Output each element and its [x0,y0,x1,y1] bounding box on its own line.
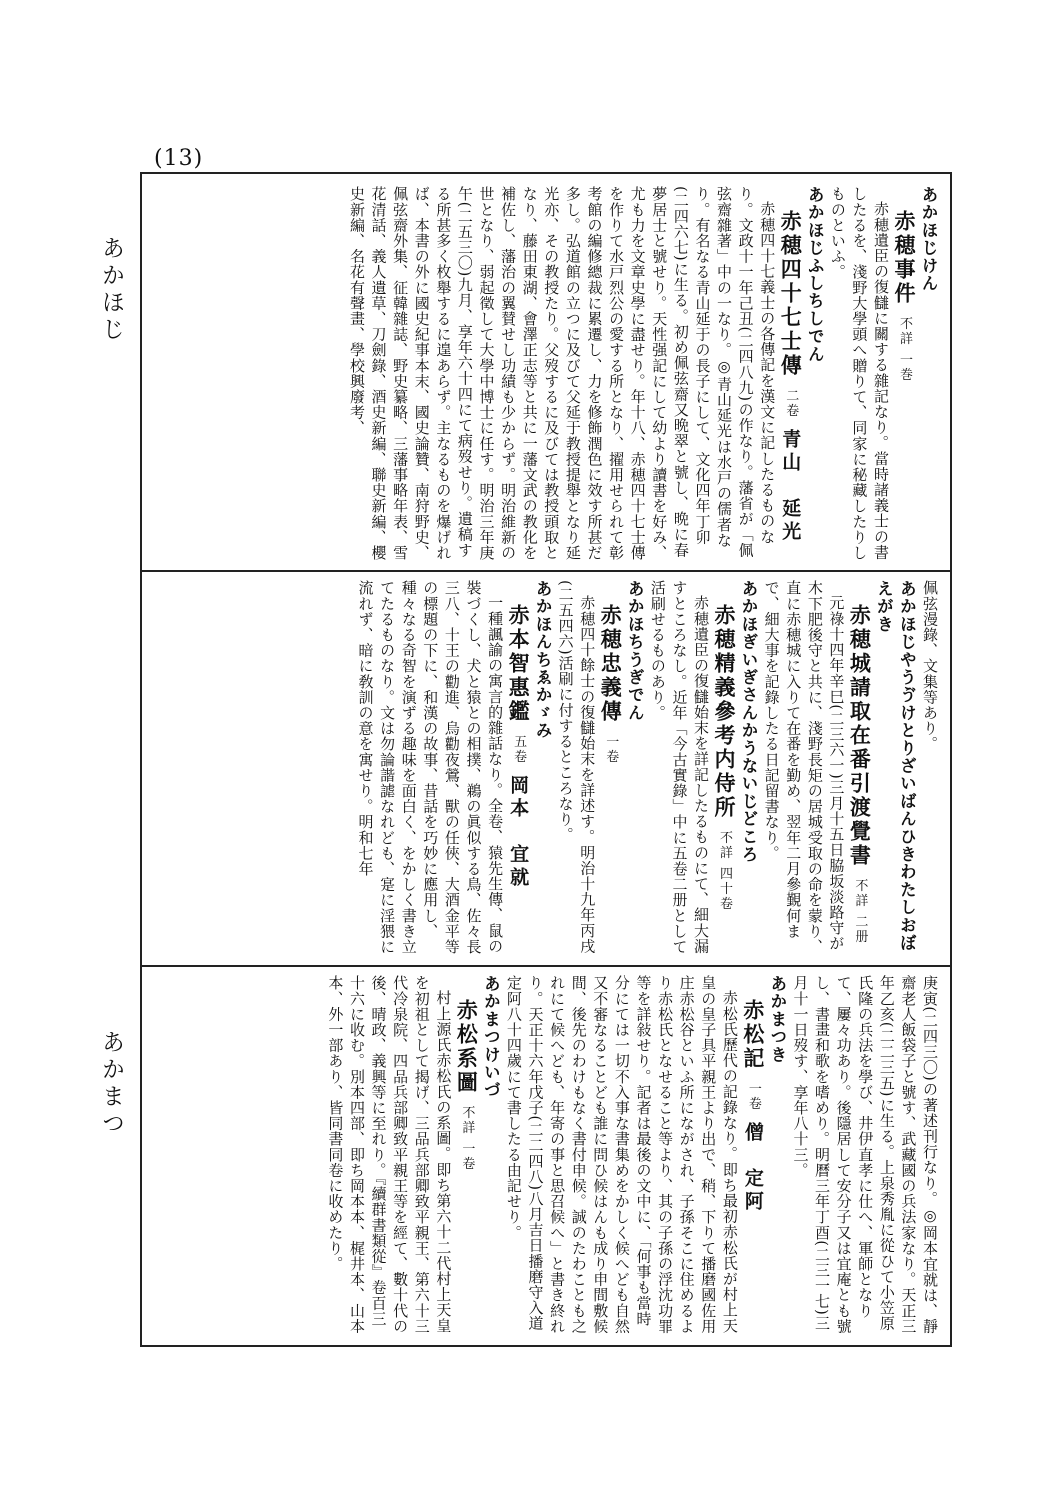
entry-text: 元祿十四年辛巳(二三六一)三月十五日脇坂淡路守が木下肥後守と共に、淺野長矩の居城受取の命を蒙り、直に赤穂城に入りて在番を勤め、翌年二月參覲何まで、細大事を記錄したる日記留書なり。 [762,580,846,955]
entry-title-text: 赤穂精義參考内侍所 [712,604,738,820]
section-divider-lower [140,965,952,967]
margin-label-top: あかほじ [98,236,124,344]
entry-continuation [789,975,940,1340]
entry-title [711,604,737,958]
entry-text: 一種諷諭の寓言的雜話なり。全卷、猿先生傳、鼠の裝づくし、犬と猿との相撲、鵜の眞似する鳥、佐々長三八、十王の勸進、烏勸夜鶯、獸の任俠、大酒金平等の標題の下に、和漢の故事、昔話を巧妙に應用し、種々なる奇智を演ずる趣味を面白く、をかしく書き立てたるものなり。文は勿論諧謔なれども、寔に淫猥に流れず、暗に敎訓の意を寓せり。明和七年 [356,580,505,955]
entry-title [505,604,531,958]
entry-continuation [918,580,940,958]
entry-akaho-47shi-den [345,186,826,564]
entry-title [891,210,917,564]
entry-title [777,210,803,564]
entry-author: 岡本 宜就 [507,774,530,890]
entry-akahon-chiekagami [354,580,554,958]
entry-text: 赤穂遺臣の復讎に關する雜記なり。當時諸義士の書したるを、淺野大學頭へ贈りて、同家に秘藏したりしものといふ。 [828,186,890,561]
entry-title-text: 赤穂忠義傳 [598,604,624,724]
entry-akaho-seigi [646,580,760,958]
entry-title-text: 赤本智惠鑑 [506,604,532,724]
page-number: (13) [154,146,204,171]
entry-author: 僧 定阿 [741,1121,764,1214]
entry-title [597,604,623,958]
entry-akaho-jou-oboegaki [760,580,918,958]
entry-kana: あかまつき [767,975,787,1064]
entry-author: 青山 延光 [779,428,802,544]
entry-meta: 一卷 [745,1081,761,1112]
entry-meta: 不詳 四十卷 [717,830,733,912]
lower-section [160,975,940,1340]
entry-text: 赤穂四十餘士の復讎始末を詳述す。明治十九年丙戌(二五四六)活刷に付するところなり。 [556,580,597,954]
entry-akamatsu-keizu [324,975,503,1340]
entry-title [453,999,479,1340]
entry-text: 庚寅(二四三〇)の著述刊行なり。◎岡本宜就は、靜齋老人飯袋子と號す、武藏國の兵法家なり。天正三年乙亥(二二三五)に生る。上泉秀胤に從ひて小笠原氏隆の兵法を學び、井伊直孝に仕へ、軍師となりて、屢々功あり。後隱居して安分子又は宜庵とも號し、書畫和歌を嗜めり。明曆三年丁酉(二三一七)三月十一日歿す、享年八十三。 [791,975,939,1335]
entry-kana: あかほじやうゔけとりざいばんひきわたしおぼえがき [874,580,917,952]
entry-title [846,604,872,958]
entry-title [740,999,766,1340]
margin-label-bottom: あかまつ [98,1030,124,1138]
entry-akaho-jiken [826,186,940,564]
entry-meta: 五卷 [511,734,527,765]
entry-kana: あかほちうぎでん [625,580,645,722]
entry-text: 佩弦漫錄、文集等あり。 [921,580,939,752]
entry-meta: 不詳 一卷 [459,1105,475,1172]
entry-kana: あかほんちゑかゞみ [533,580,553,740]
entry-title-text: 赤松系圖 [454,999,480,1095]
entry-title-text: 赤穂城請取在番引渡覺書 [847,604,873,868]
upper-section [160,186,940,564]
entry-meta: 一卷 [603,734,619,765]
entry-akaho-chuugi-den [554,580,646,958]
section-divider-upper [140,570,952,572]
entry-title-text: 赤穂四十七士傳 [778,210,804,378]
entry-text: 赤穂遺臣の復讎始末を詳記したるものにて、細大漏すところなし。近年「今古實錄」中に五卷二册として活刷せるものあり。 [648,580,711,955]
entry-meta: 不詳 一巻 [897,316,912,383]
entry-kana: あかまつけいづ [481,975,501,1099]
entry-kana: あかほじふしちしでん [805,186,825,363]
entry-kana: あかほぎいぎさんかうないじどころ [739,580,759,864]
entry-meta: 二卷 [783,388,799,419]
entry-meta: 不詳 二册 [852,878,868,945]
entry-title-text: 赤穂事件 [892,210,917,306]
entry-text: 赤松氏歷代の記錄なり。即ち最初赤松氏が村上天皇の皇子具平親王より出で、稍、下りて播磨國佐用庄赤松谷といふ所にながされ、子孫そこに住めるより赤松氏となせること等より、其の子孫の浮沈功罪等を詳敍せり。記者は最後の文中に、「何事も當時分にては一切不入事な書集めをかしく候へども自然又不審なることども誰に問ひ候はんも成り申間敷候間、後先のわけもなく書付申候。誠のたわことも之れにて候へども、年寄の事と思召候へ」と書き終れり。天正十六年戊子(二二四八)八月吉日播磨守入道定阿八十四歲にて書したる由記せり。 [504,975,739,1334]
entry-kana: あかほじけん [919,186,938,293]
entry-akamatsu-ki [502,975,789,1340]
middle-section [160,580,940,958]
entry-text: 村上源氏赤松氏の系圖。即ち第六十二代村上天皇を初祖として揭げ、三品兵部卿致平親王、第六十三代冷泉院、四品兵部卿致平親王等を經て、數十代の後、晴政、義興等に至れり。『續群書類從』卷百三十六に收む。別本四部、即ち岡本本、梶井本、山本本、外一部あり、皆同書同卷に收めたり。 [326,975,453,1334]
entry-title-text: 赤松記 [740,999,766,1071]
entry-text: 赤穂四十七義士の各傳記を漢文に記したるものなり。文政十一年己丑(二四八九)の作なり。藩省が「佩弦齋雜著」中の一なり。◎青山延光は水戸の儒者なり。有名なる青山延于の長子にして、文化四年丁卯(二四六七)に生る。初め佩弦齋又晩翠と號し、晩に春夢居士と號せり。天性强記にして幼より讀書を好み、尤も力を文章史學に盡せり。年十八、赤穂四十七士傳を作りて水戸烈公の愛する所となり、擢用せられて彰考館の編修總裁に累遷し、力を修飾潤色に效す所甚だ多し。弘道館の立つに及びて父延于教授提舉となり延光亦、その教授たり。父歿するに及びては教授頭取となり、藤田東湖、會澤正志等と共に一藩文武の教化を補佐し、藩治の翼賛せし功績も少からず。明治維新の世となり、弱起徵して大學中博士に任す。明治三年庚午(二五三〇)九月、享年六十四にて病歿せり。遺稿する所甚多く枚舉するに遑あらず。主なるものを爆げれば、本書の外に國史紀事本末、國史論贊、南狩野史、佩弦齋外集、征韓雜誌、野史纂略、三藩事略年表、雪花清話、義人遺草、刀劍錄、酒史新編、聯史新編、櫻史新編、名花有聲畫、學校興廢考、 [347,186,777,561]
